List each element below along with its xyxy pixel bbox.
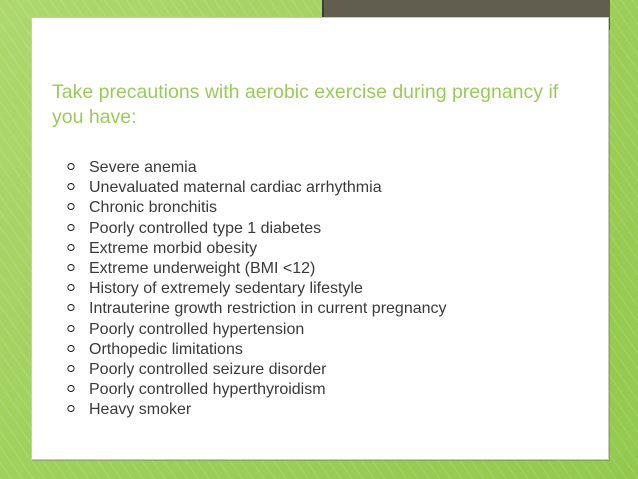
list-item-label: Heavy smoker <box>89 401 192 419</box>
slide-title: Take precautions with aerobic exercise during pregnancy if you have: <box>52 81 559 128</box>
bullet-icon: ⭘ <box>67 363 75 375</box>
bullet-icon: ⭘ <box>67 283 75 295</box>
bullet-icon: ⭘ <box>67 263 75 275</box>
list-item <box>67 239 447 259</box>
list-item-label: Extreme morbid obesity <box>89 239 258 257</box>
bullet-icon: ⭘ <box>67 202 75 214</box>
list-item <box>67 320 447 340</box>
list-item <box>67 400 447 420</box>
list-item <box>67 178 447 198</box>
list-item <box>67 219 447 239</box>
list-item <box>67 279 447 299</box>
list-item <box>67 259 447 279</box>
list-item-label: Extreme underweight (BMI <12) <box>89 260 316 278</box>
bullet-icon: ⭘ <box>67 242 75 254</box>
bullet-icon: ⭘ <box>67 222 75 234</box>
list-item <box>67 158 447 178</box>
bullet-icon: ⭘ <box>67 323 75 335</box>
bullet-icon: ⭘ <box>67 343 75 355</box>
list-item-label: Chronic bronchitis <box>89 199 218 217</box>
list-item-label: Unevaluated maternal cardiac arrhythmia <box>89 179 382 197</box>
list-item-label: Poorly controlled seizure disorder <box>89 360 327 378</box>
list-item-label: History of extremely sedentary lifestyle <box>89 280 363 298</box>
bullet-icon: ⭘ <box>67 404 75 416</box>
bullet-icon: ⭘ <box>67 303 75 315</box>
bullet-icon: ⭘ <box>67 182 75 194</box>
list-item-label: Poorly controlled hypertension <box>89 320 305 338</box>
list-item <box>67 299 447 319</box>
list-item <box>67 360 447 380</box>
list-item <box>67 198 447 218</box>
list-item-label: Severe anemia <box>89 159 197 177</box>
precaution-list <box>67 158 447 420</box>
list-item <box>67 380 447 400</box>
list-item-label: Poorly controlled hyperthyroidism <box>89 381 326 399</box>
bullet-icon: ⭘ <box>67 162 75 174</box>
list-item-label: Poorly controlled type 1 diabetes <box>89 219 322 237</box>
list-item-label: Intrauterine growth restriction in current pregnancy <box>89 300 447 318</box>
bullet-icon: ⭘ <box>67 384 75 396</box>
slide-content-panel <box>31 17 609 460</box>
list-item <box>67 340 447 360</box>
list-item-label: Orthopedic limitations <box>89 340 243 358</box>
